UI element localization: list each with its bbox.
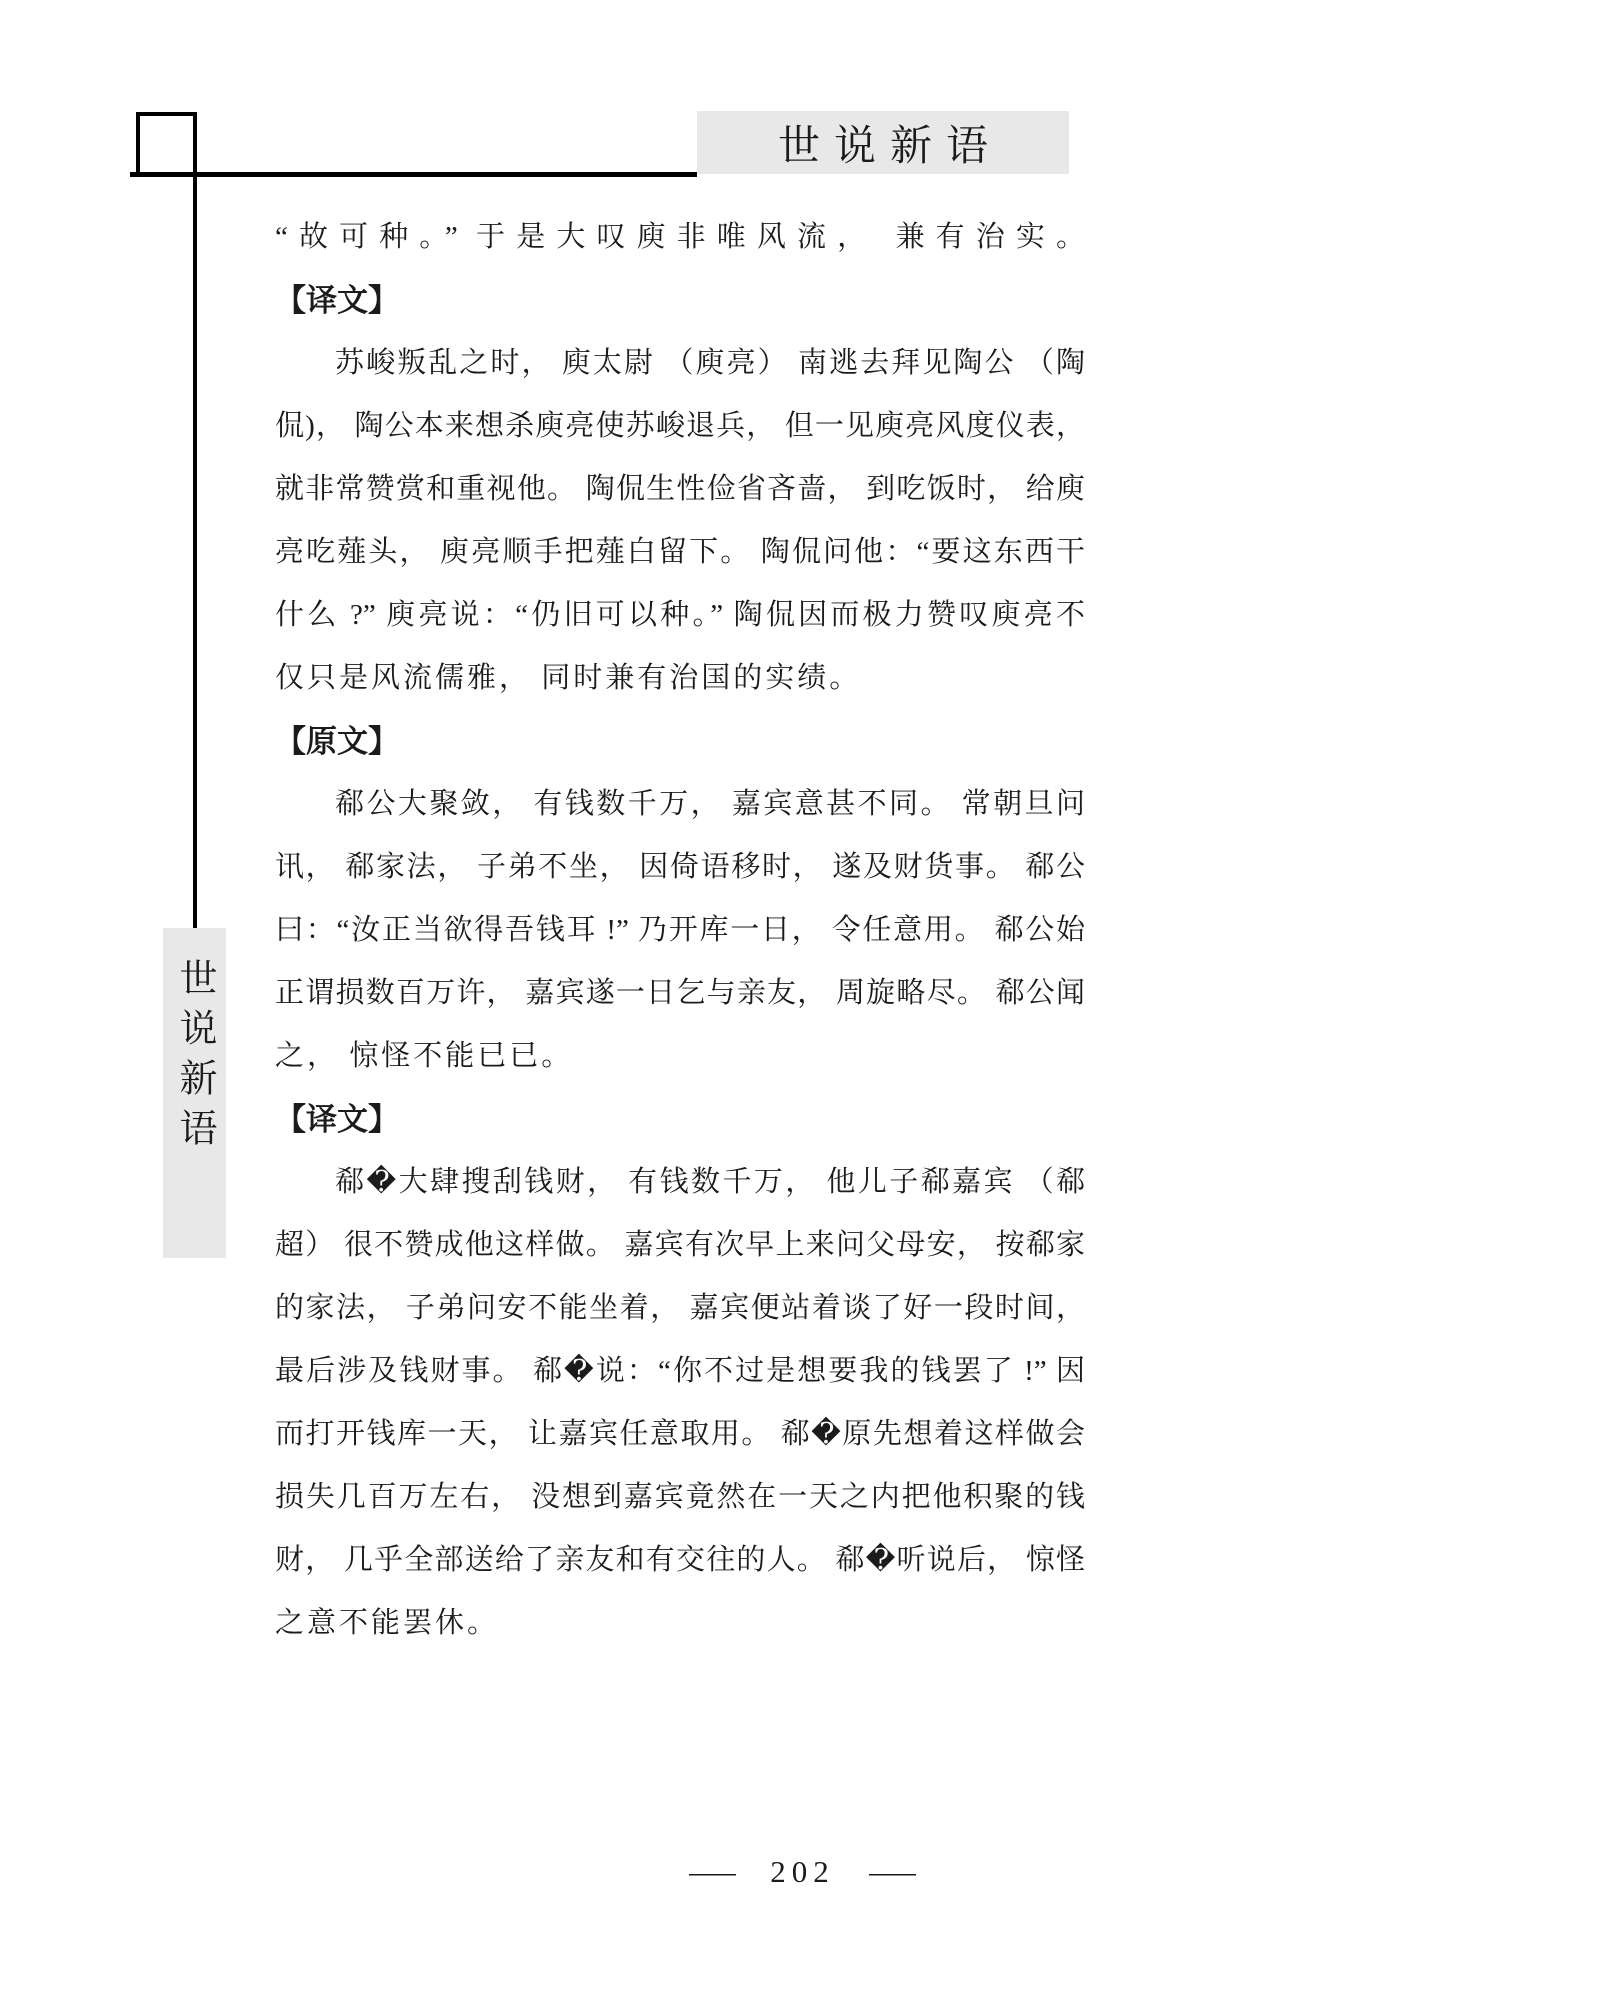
text-line: 最后涉及钱财事。 郗�说：“你不过是想要我的钱罢了 !” 因 bbox=[275, 1355, 1085, 1387]
body-text-block bbox=[275, 206, 1085, 1655]
sidebar-spine-title: 世说新语 bbox=[173, 958, 215, 1158]
text-line: 之意不能罢休。 bbox=[275, 1607, 500, 1639]
text-line: 亮吃薤头， 庾亮顺手把薤白留下。 陶侃问他：“要这东西干 bbox=[275, 536, 1085, 568]
page-header-title: 世说新语 bbox=[777, 123, 1002, 170]
text-line: 就非常赞赏和重视他。 陶侃生性俭省吝啬， 到吃饭时， 给庾 bbox=[275, 473, 1085, 505]
text-line: 郗�大肆搜刮钱财， 有钱数千万， 他儿子郗嘉宾 （郗 bbox=[335, 1166, 1085, 1198]
text-line: 财， 几乎全部送给了亲友和有交往的人。 郗�听说后， 惊怪 bbox=[275, 1544, 1085, 1576]
text-line: 之， 惊怪不能已已。 bbox=[275, 1040, 574, 1072]
text-line: 超） 很不赞成他这样做。 嘉宾有次早上来问父母安， 按郗家 bbox=[275, 1229, 1085, 1261]
text-line: 而打开钱库一天， 让嘉宾任意取用。 郗�原先想着这样做会 bbox=[275, 1418, 1085, 1450]
corner-square-decoration bbox=[136, 112, 197, 177]
text-line: 侃)， 陶公本来想杀庾亮使苏峻退兵， 但一见庾亮风度仪表， bbox=[275, 410, 1085, 442]
text-line: 仅只是风流儒雅， 同时兼有治国的实绩。 bbox=[275, 662, 862, 694]
section-heading: 【译文】 bbox=[275, 1102, 399, 1137]
header-horizontal-rule bbox=[130, 172, 697, 177]
text-line: 的家法， 子弟问安不能坐着， 嘉宾便站着谈了好一段时间， bbox=[275, 1292, 1085, 1324]
page-footer bbox=[0, 1842, 1605, 1902]
page-number: 202 bbox=[770, 1854, 835, 1889]
page-header-band bbox=[697, 111, 1069, 174]
text-line: 什么 ?” 庾亮说：“仍旧可以种。” 陶侃因而极力赞叹庾亮不 bbox=[275, 599, 1085, 631]
text-line: 损失几百万左右， 没想到嘉宾竟然在一天之内把他积聚的钱 bbox=[275, 1481, 1085, 1513]
text-line: “故可种。” 于是大叹庾非唯风流， 兼有治实。 bbox=[275, 221, 1085, 253]
text-line: 曰：“汝正当欲得吾钱耳 !” 乃开库一日， 令任意用。 郗公始 bbox=[275, 914, 1085, 946]
sidebar-spine bbox=[163, 928, 226, 1258]
section-heading: 【译文】 bbox=[275, 283, 399, 318]
text-line: 讯， 郗家法， 子弟不坐， 因倚语移时， 遂及财货事。 郗公 bbox=[275, 851, 1085, 883]
text-line: 郗公大聚敛， 有钱数千万， 嘉宾意甚不同。 常朝旦问 bbox=[335, 788, 1085, 820]
text-line: 正谓损数百万许， 嘉宾遂一日乞与亲友， 周旋略尽。 郗公闻 bbox=[275, 977, 1085, 1009]
footer-dash-right: — bbox=[869, 1854, 916, 1889]
vertical-rule bbox=[193, 112, 197, 928]
footer-dash-left: — bbox=[689, 1854, 736, 1889]
text-line: 苏峻叛乱之时， 庾太尉 （庾亮） 南逃去拜见陶公 （陶 bbox=[335, 347, 1085, 379]
section-heading: 【原文】 bbox=[275, 724, 399, 759]
